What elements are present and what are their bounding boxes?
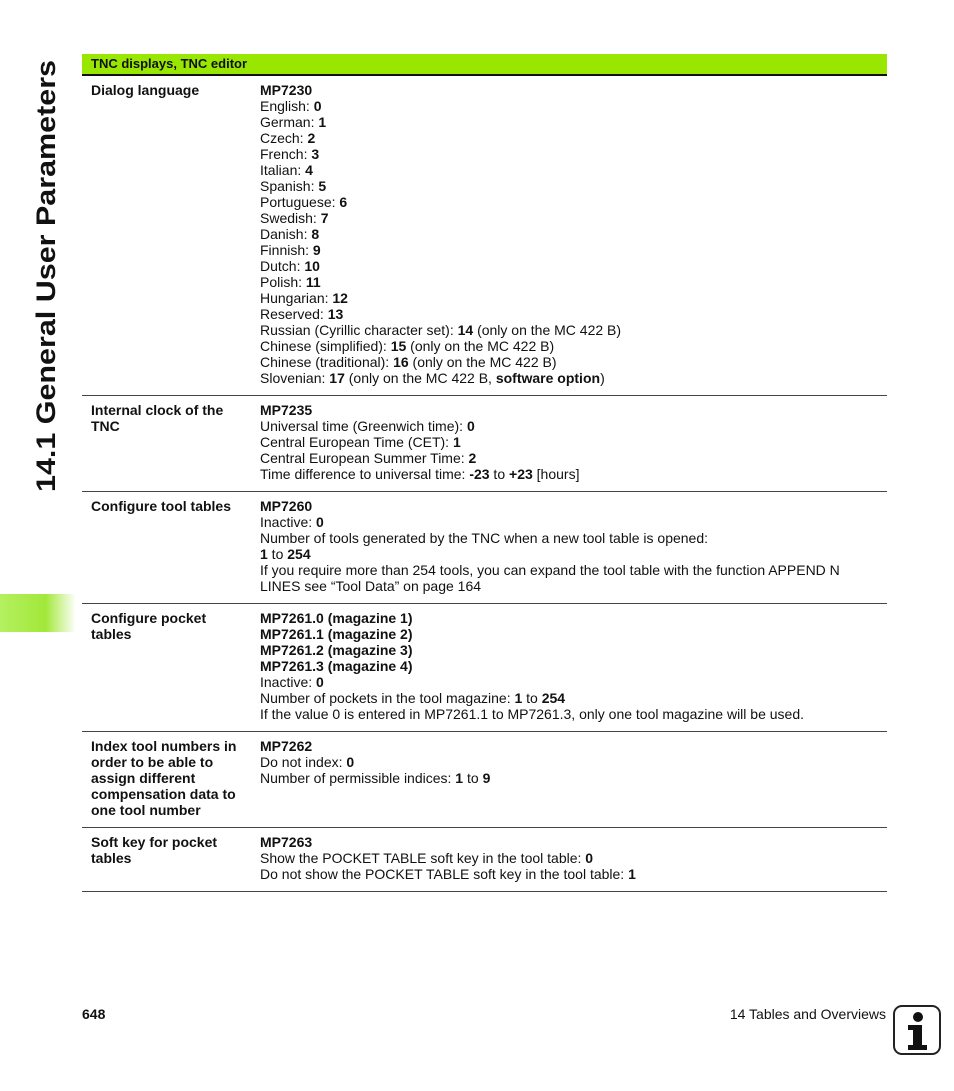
value-bold: 1 — [514, 690, 523, 706]
value-bold: software option — [495, 370, 601, 386]
content-line — [260, 514, 887, 530]
value-text: LINES see “Tool Data” on page 164 — [260, 578, 482, 594]
content-line — [260, 354, 887, 370]
value-text: Slovenian: — [260, 370, 330, 386]
table-row — [82, 828, 887, 892]
value-bold: -23 — [469, 466, 490, 482]
row-label: Index tool numbers in order to be able to assign different compensation data to one tool number — [91, 738, 237, 818]
value-bold: 7 — [320, 210, 329, 226]
value-text: Portuguese: — [260, 194, 340, 210]
content-line — [260, 146, 887, 162]
value-bold: 16 — [393, 354, 409, 370]
page-number: 648 — [82, 1006, 106, 1022]
value-bold: 9 — [482, 770, 491, 786]
value-text: Chinese (traditional): — [260, 354, 394, 370]
content-line — [260, 498, 887, 514]
row-content — [260, 498, 887, 594]
value-bold: 9 — [312, 242, 321, 258]
value-bold: MP7230 — [260, 82, 313, 98]
content-line — [260, 210, 887, 226]
value-text: Russian (Cyrillic character set): — [260, 322, 458, 338]
content-line — [260, 322, 887, 338]
value-text: to — [522, 690, 542, 706]
content-line — [260, 450, 887, 466]
value-text: Central European Time (CET): — [260, 434, 453, 450]
value-bold: 3 — [311, 146, 320, 162]
value-text: (only on the MC 422 B, — [344, 370, 496, 386]
row-content — [260, 610, 887, 722]
value-bold: 2 — [468, 450, 477, 466]
content-line — [260, 690, 887, 706]
content-line — [260, 178, 887, 194]
side-chapter-title — [24, 52, 64, 492]
value-bold: MP7262 — [260, 738, 313, 754]
content-line — [260, 258, 887, 274]
content-line — [260, 754, 887, 770]
row-label: Dialog language — [91, 82, 200, 98]
value-bold: 0 — [316, 674, 324, 690]
row-content — [260, 82, 887, 386]
value-bold: 0 — [585, 850, 594, 866]
value-text: [hours] — [532, 466, 580, 482]
value-text: Do not index: — [260, 754, 347, 770]
value-bold: MP7261.0 (magazine 1) — [260, 610, 413, 626]
chapter-tab-marker — [0, 594, 76, 632]
table-row — [82, 76, 887, 396]
content-line — [260, 162, 887, 178]
value-bold: 14 — [457, 322, 474, 338]
table-row — [82, 604, 887, 732]
content-line — [260, 306, 887, 322]
value-text: Hungarian: — [260, 290, 333, 306]
value-text: (only on the MC 422 B) — [406, 338, 555, 354]
table-header: TNC displays, TNC editor — [82, 54, 887, 76]
value-text: to — [463, 770, 483, 786]
value-text: Finnish: — [260, 242, 313, 258]
content-line — [260, 82, 887, 98]
value-text: Italian: — [260, 162, 306, 178]
value-bold: 5 — [318, 178, 327, 194]
table-body — [82, 76, 887, 892]
value-bold: MP7261.1 (magazine 2) — [260, 626, 413, 642]
content-line — [260, 242, 887, 258]
value-text: Reserved: — [260, 306, 328, 322]
value-text: Show the POCKET TABLE soft key in the tool table: — [260, 850, 586, 866]
content-line — [260, 338, 887, 354]
content-line — [260, 434, 887, 450]
row-label: Soft key for pocket tables — [91, 834, 218, 866]
row-content — [260, 738, 887, 818]
row-content — [260, 402, 887, 482]
content-line — [260, 866, 887, 882]
value-bold: 1 — [318, 114, 327, 130]
value-text: Swedish: — [260, 210, 321, 226]
value-text: Danish: — [260, 226, 312, 242]
row-label: Configure pocket tables — [91, 610, 207, 642]
content-line — [260, 562, 887, 578]
value-text: Number of permissible indices: — [260, 770, 456, 786]
value-text: Inactive: — [260, 514, 317, 530]
value-bold: MP7263 — [260, 834, 313, 850]
content-line — [260, 114, 887, 130]
content-line — [260, 834, 887, 850]
content-line — [260, 642, 887, 658]
value-bold: 6 — [339, 194, 348, 210]
value-bold: 1 — [260, 546, 268, 562]
row-label: Configure tool tables — [91, 498, 231, 514]
value-text: Spanish: — [260, 178, 319, 194]
content-line — [260, 194, 887, 210]
value-text: If the value 0 is entered in MP7261.1 to MP7261.3, only one tool magazine will be used. — [260, 706, 805, 722]
value-text: English: — [260, 98, 314, 114]
value-text: Number of tools generated by the TNC when a new tool table is opened: — [260, 530, 709, 546]
value-bold: 12 — [332, 290, 348, 306]
table-row — [82, 396, 887, 492]
value-text: Central European Summer Time: — [260, 450, 469, 466]
row-label: Internal clock of the TNC — [91, 402, 224, 434]
value-bold: 0 — [313, 98, 322, 114]
content-line — [260, 466, 887, 482]
value-text: German: — [260, 114, 319, 130]
value-text: Inactive: — [260, 674, 317, 690]
content-line — [260, 658, 887, 674]
table-row — [82, 492, 887, 604]
content-line — [260, 770, 887, 786]
content-line — [260, 274, 887, 290]
value-text: Dutch: — [260, 258, 305, 274]
content-line — [260, 130, 887, 146]
row-content — [260, 834, 887, 882]
table-row — [82, 732, 887, 828]
value-text: ) — [600, 370, 605, 386]
content-line — [260, 418, 887, 434]
value-bold: MP7260 — [260, 498, 313, 514]
value-bold: MP7261.3 (magazine 4) — [260, 658, 413, 674]
value-text: If you require more than 254 tools, you can expand the tool table with the function APPEND N — [260, 562, 840, 578]
value-bold: 8 — [311, 226, 320, 242]
content-line — [260, 578, 887, 594]
content-line — [260, 626, 887, 642]
value-text: Universal time (Greenwich time): — [260, 418, 467, 434]
value-bold: 1 — [452, 434, 461, 450]
value-bold: 0 — [466, 418, 475, 434]
value-bold: +23 — [509, 466, 533, 482]
value-bold: 15 — [390, 338, 407, 354]
value-text: Number of pockets in the tool magazine: — [260, 690, 515, 706]
content-line — [260, 610, 887, 626]
content-line — [260, 530, 887, 546]
value-text: Polish: — [260, 274, 306, 290]
value-text: Chinese (simplified): — [260, 338, 391, 354]
value-bold: 2 — [307, 130, 316, 146]
value-text: Czech: — [260, 130, 308, 146]
value-text: (only on the MC 422 B) — [473, 322, 622, 338]
parameter-table — [82, 54, 887, 892]
content-line — [260, 226, 887, 242]
content-line — [260, 370, 887, 386]
content-line — [260, 706, 887, 722]
content-line — [260, 98, 887, 114]
value-bold: 0 — [346, 754, 355, 770]
chapter-name: 14 Tables and Overviews — [729, 1006, 886, 1022]
content-line — [260, 402, 887, 418]
value-bold: 10 — [304, 258, 320, 274]
value-bold: 254 — [541, 690, 566, 706]
value-text: to — [267, 546, 288, 562]
value-bold: MP7235 — [260, 402, 313, 418]
value-bold: 13 — [327, 306, 344, 322]
value-text: French: — [260, 146, 312, 162]
content-line — [260, 738, 887, 754]
value-bold: 1 — [455, 770, 464, 786]
value-text: Time difference to universal time: — [260, 466, 470, 482]
value-text: to — [489, 466, 510, 482]
content-line — [260, 674, 887, 690]
content-line — [260, 546, 887, 562]
value-bold: 254 — [287, 546, 311, 562]
info-icon — [893, 1005, 941, 1055]
value-bold: MP7261.2 (magazine 3) — [260, 642, 413, 658]
value-text: (only on the MC 422 B) — [408, 354, 557, 370]
value-bold: 1 — [628, 866, 636, 882]
content-line — [260, 290, 887, 306]
value-bold: 17 — [329, 370, 345, 386]
value-bold: 4 — [305, 162, 313, 178]
value-bold: 11 — [305, 274, 321, 290]
value-bold: 0 — [316, 514, 324, 530]
side-title-text: 14.1 General User Parameters — [31, 109, 61, 492]
value-text: Do not show the POCKET TABLE soft key in the tool table: — [260, 866, 629, 882]
content-line — [260, 850, 887, 866]
